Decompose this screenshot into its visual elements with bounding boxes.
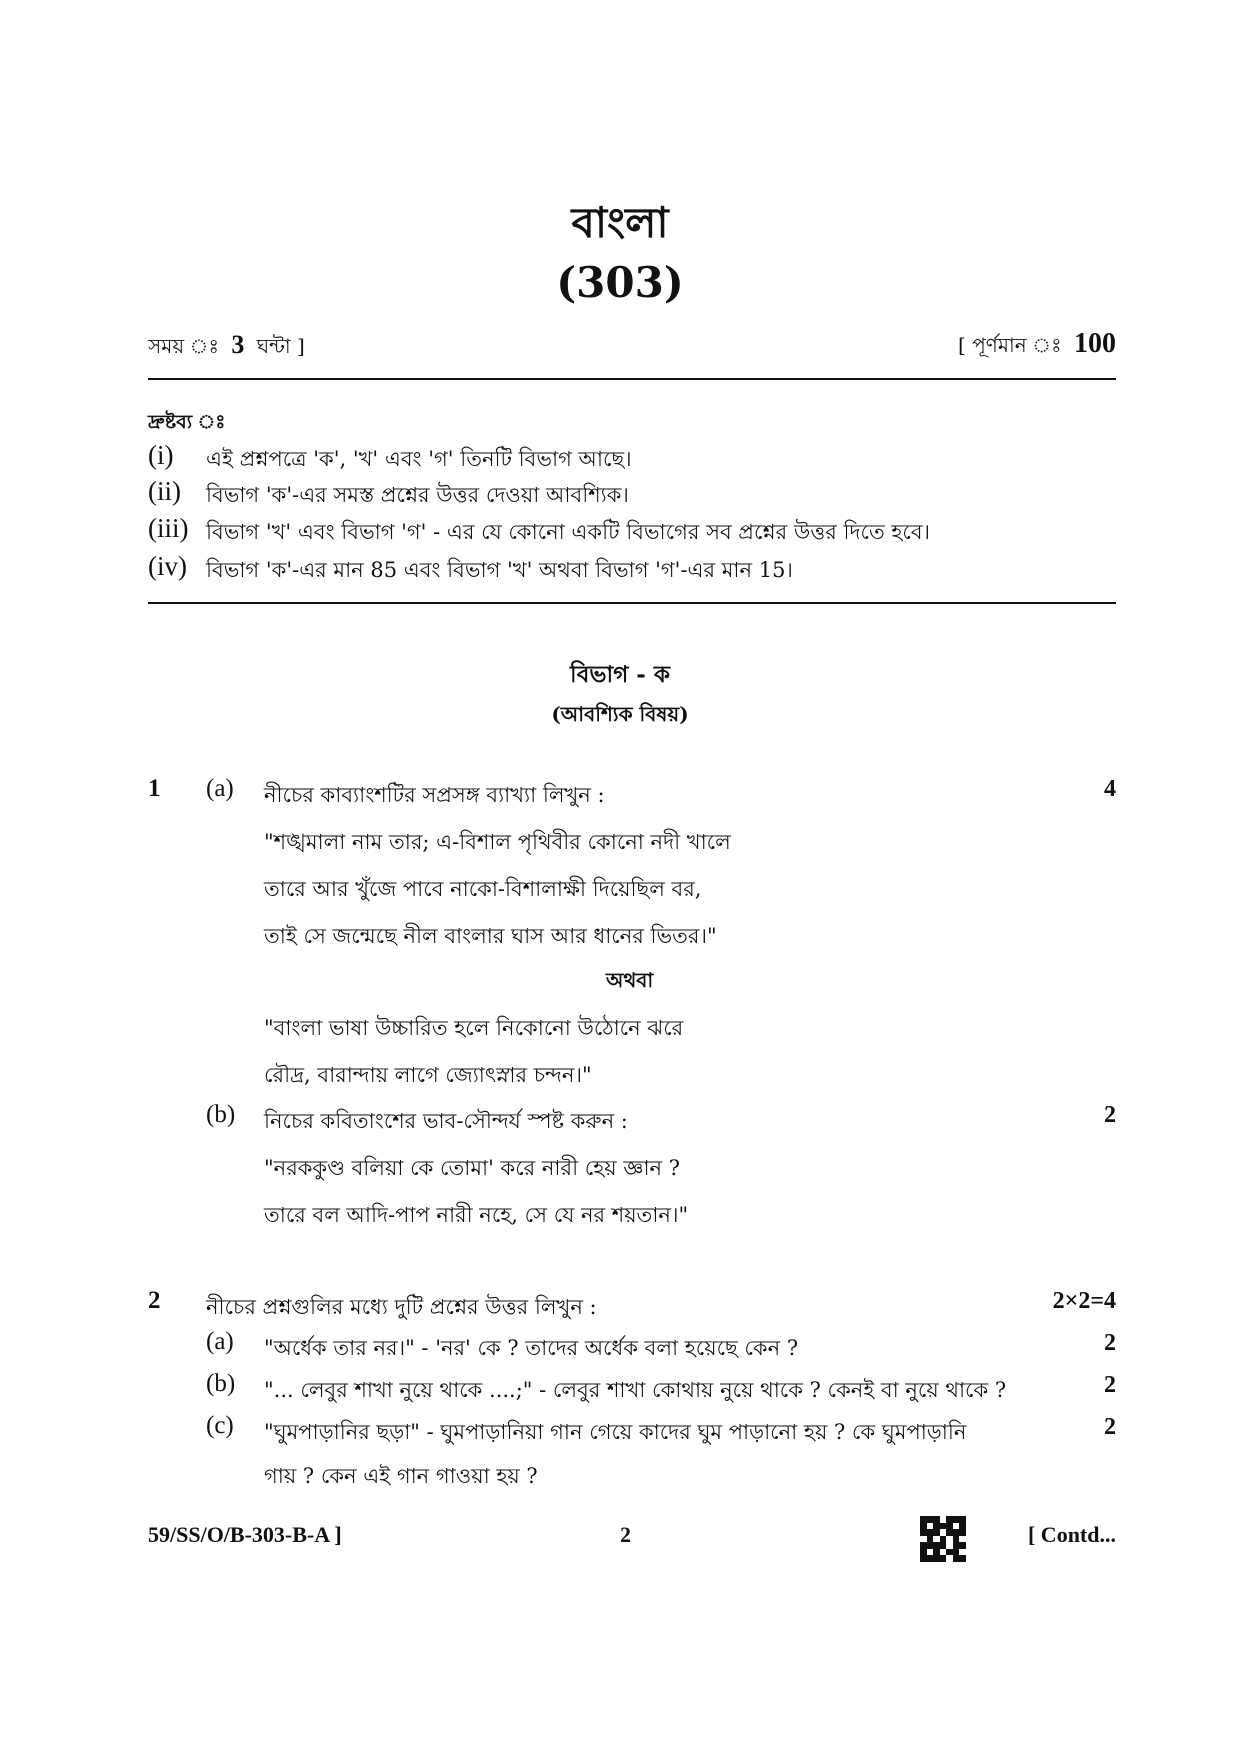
or-label: অথবা — [606, 968, 654, 992]
full-marks-value: 100 — [1074, 328, 1116, 359]
instructions-heading: দ্রুষ্টব্য ঃ — [148, 411, 226, 433]
question-number: 2 — [148, 1287, 161, 1314]
instruction-text: বিভাগ 'ক'-এর মান 85 এবং বিভাগ 'খ' অথবা বিভাগ 'গ'-এর মান 15। — [206, 558, 793, 582]
top-divider — [148, 378, 1116, 380]
full-marks-label: [ পূর্ণমান ঃ — [958, 333, 1062, 357]
poem-line: "বাংলা ভাষা উচ্চারিত হলে নিকোনো উঠোনে ঝরে — [264, 1016, 684, 1040]
qr-code-icon — [920, 1516, 966, 1562]
poem-line: রৌদ্র, বারান্দায় লাগে জ্যোৎস্নার চন্দন।" — [264, 1063, 592, 1087]
question-prompt: নীচের প্রশ্নগুলির মধ্যে দুটি প্রশ্নের উত্তর লিখুন : — [206, 1295, 597, 1319]
instruction-num: (i) — [148, 440, 174, 470]
subquestion-marks: 2 — [1104, 1330, 1116, 1356]
subquestion-text: "... লেবুর শাখা নুয়ে থাকে ....;" - লেবুর শাখা কোথায় নুয়ে থাকে ? কেনই বা নুয়ে থাকে ? — [264, 1378, 1007, 1402]
time-unit: ঘন্টা ] — [256, 334, 305, 358]
question-marks: 4 — [1104, 776, 1116, 802]
subquestion-label: (a) — [206, 775, 234, 802]
poem-line: তারে আর খুঁজে পাবে নাকো-বিশালাক্ষী দিয়েছিল বর, — [264, 877, 702, 901]
instruction-num: (ii) — [148, 476, 181, 506]
subquestion-label: (b) — [206, 1370, 236, 1397]
time-label: সময় ঃ — [148, 334, 220, 358]
time-info — [148, 330, 305, 365]
question-number: 1 — [148, 775, 161, 802]
instruction-num: (iv) — [148, 551, 187, 581]
instruction-num: (iii) — [148, 513, 189, 543]
subquestion-text: "ঘুমপাড়ানির ছড়া" - ঘুমপাড়ানিয়া গান গেয়ে কাদের ঘুম পাড়ানো হয় ? কে ঘুমপাড়ানি — [264, 1420, 967, 1444]
poem-line: তারে বল আদি-পাপ নারী নহে, সে যে নর শয়তান।" — [264, 1203, 689, 1227]
poem-line: "নরককুণ্ড বলিয়া কে তোমা' করে নারী হেয় জ্ঞান ? — [264, 1156, 681, 1180]
subquestion-label: (a) — [206, 1328, 234, 1355]
question-prompt: নীচের কাব্যাংশটির সপ্রসঙ্গ ব্যাখ্যা লিখুন : — [264, 783, 605, 807]
question-marks: 2 — [1104, 1102, 1116, 1128]
subquestion-text-continued: গায় ? কেন এই গান গাওয়া হয় ? — [264, 1464, 538, 1488]
full-marks-info — [958, 328, 1116, 364]
time-value: 3 — [231, 330, 245, 359]
instruction-text: বিভাগ 'ক'-এর সমস্ত প্রশ্নের উত্তর দেওয়া আবশ্যিক। — [206, 483, 629, 507]
instruction-text: এই প্রশ্নপত্রে 'ক', 'খ' এবং 'গ' তিনটি বিভাগ আছে। — [206, 447, 632, 471]
subquestion-label: (c) — [206, 1412, 234, 1439]
paper-code: 59/SS/O/B-303-B-A ] — [148, 1522, 342, 1547]
subquestion-marks: 2 — [1104, 1414, 1116, 1440]
question-marks: 2×2=4 — [1052, 1288, 1116, 1314]
continued-label: [ Contd... — [1027, 1522, 1116, 1547]
instructions-divider — [148, 602, 1116, 604]
question-prompt: নিচের কবিতাংশের ভাব-সৌন্দর্য স্পষ্ট করুন : — [264, 1109, 628, 1133]
page-number: 2 — [620, 1522, 631, 1547]
subquestion-label: (b) — [206, 1101, 236, 1128]
poem-line: তাই সে জন্মেছে নীল বাংলার ঘাস আর ধানের ভিতর।" — [264, 924, 717, 948]
poem-line: "শঙ্খমালা নাম তার; এ-বিশাল পৃথিবীর কোনো নদী খালে — [264, 830, 731, 854]
section-subtitle: (আবশ্যিক বিষয়) — [551, 702, 689, 726]
section-title: বিভাগ - ক — [570, 661, 670, 688]
subject-code: (303) — [556, 258, 684, 307]
subquestion-text: "অর্ধেক তার নর।" - 'নর' কে ? তাদের অর্ধেক বলা হয়েছে কেন ? — [264, 1336, 799, 1360]
subject-title: বাংলা — [571, 198, 669, 247]
instruction-text: বিভাগ 'খ' এবং বিভাগ 'গ' - এর যে কোনো একটি বিভাগের সব প্রশ্নের উত্তর দিতে হবে। — [206, 520, 931, 544]
subquestion-marks: 2 — [1104, 1372, 1116, 1398]
